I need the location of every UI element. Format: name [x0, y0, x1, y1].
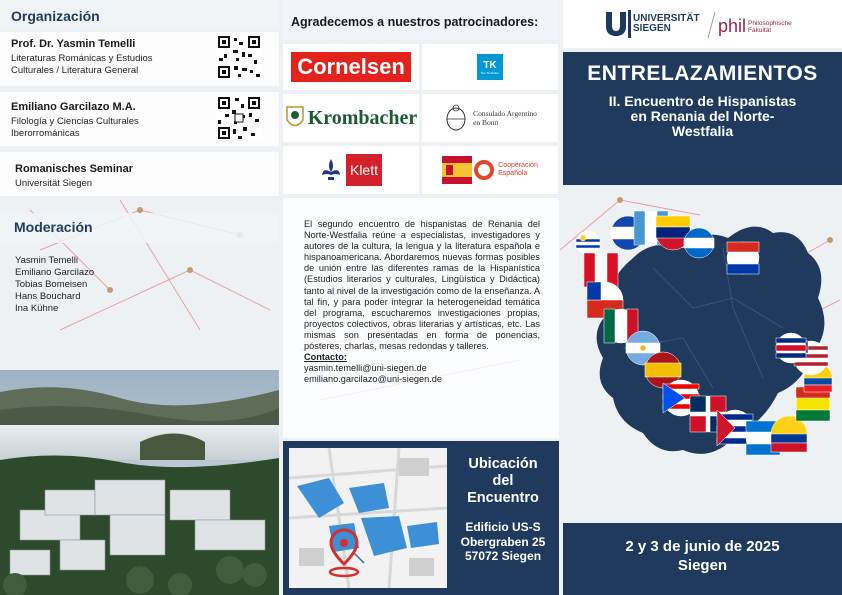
tk-logo [477, 54, 503, 80]
moderator-name: Hans Bouchard [15, 291, 81, 302]
faculty-name-line-1: Philosophische [748, 20, 792, 27]
cooperacion-line-2: Española [498, 170, 528, 177]
spain-government-flag-icon [442, 156, 494, 184]
flag-colombia-icon [771, 416, 807, 452]
moderator-name: Emiliano Garcilazo [15, 267, 95, 278]
contact-email-1[interactable]: yasmin.temelli@uni-siegen.de [304, 363, 427, 374]
person-role-2: Filología y Ciencias Culturales Iberorrománicas [11, 116, 139, 139]
cornelsen-logo: Cornelsen [291, 52, 411, 82]
krombacher-crest-icon [285, 104, 305, 132]
consulado-line-2: en Bonn [473, 118, 499, 127]
flag-uruguay-icon [576, 231, 600, 255]
flag-costa-rica-icon [776, 333, 806, 363]
tk-logo-text: TK [483, 59, 497, 71]
university-name [633, 14, 700, 34]
tk-logo-subtext: Die Techniker [480, 70, 500, 75]
sponsor-tk[interactable] [422, 44, 558, 90]
moderator-name: Ina Kühne [15, 303, 59, 314]
sponsor-consulado-argentino[interactable] [422, 94, 558, 142]
sponsor-krombacher[interactable] [283, 94, 419, 142]
campus-map[interactable] [289, 448, 447, 588]
seminar-card [0, 152, 279, 196]
faculty-name [748, 20, 792, 34]
sponsor-klett[interactable] [283, 146, 419, 194]
moderacion-list [15, 255, 94, 315]
event-subtitle-line-1: II. Encuentro de Hispanistas [608, 93, 797, 109]
organizacion-heading: Organización [11, 8, 100, 24]
flag-nicaragua-icon [684, 228, 714, 258]
university-siegen-logo-icon [603, 10, 633, 38]
moderator-name: Tobias Bomeisen [15, 279, 88, 290]
seminar-name: Romanisches Seminar [15, 163, 133, 175]
argentina-coat-of-arms-icon [443, 103, 469, 133]
location-title-line-2: del [492, 473, 514, 489]
location-title-line-3: Encuentro [467, 490, 539, 506]
person-name-2: Emiliano Garcilazo M.A. [11, 101, 136, 113]
address-street: Obergraben 25 [460, 534, 546, 549]
campus-photo [0, 370, 279, 595]
krombacher-logo: Krombacher [307, 106, 418, 129]
sponsors-heading: Agradecemos a nuestros patrocinadores: [291, 15, 539, 29]
cooperacion-line-1: Cooperación [498, 162, 538, 169]
phil-logo: phil [718, 16, 747, 36]
flag-paraguay-icon [727, 242, 759, 274]
nrw-map-with-flags [563, 188, 842, 522]
seminar-place: Universität Siegen [15, 178, 93, 189]
university-name-line-1: UNIVERSITÄT [633, 13, 700, 24]
moderacion-heading: Moderación [14, 219, 93, 235]
person-role-1: Literaturas Románicas y Estudios Culturales / Literatura General [11, 53, 153, 76]
moderator-name: Yasmin Temelli [15, 255, 79, 266]
location-address [450, 520, 556, 564]
contact-label: Contacto: [304, 352, 347, 363]
qr-code-icon[interactable] [216, 95, 262, 141]
location-title [453, 456, 553, 507]
event-subtitle-line-3: Westfalia [671, 123, 734, 139]
event-subtitle [563, 94, 842, 139]
person-card-2 [0, 92, 279, 146]
sponsor-cooperacion-espanola[interactable] [422, 146, 558, 194]
qr-code-icon[interactable] [216, 34, 262, 80]
event-description [304, 219, 540, 385]
contact-email-2[interactable]: emiliano.garcilazo@uni-siegen.de [304, 374, 443, 385]
consulado-line-1: Consulado Argentino [473, 109, 537, 118]
person-name-1: Prof. Dr. Yasmin Temelli [11, 38, 136, 50]
klett-lily-icon [320, 157, 342, 183]
university-name-line-2: SIEGEN [633, 23, 671, 34]
address-city: 57072 Siegen [464, 549, 542, 563]
event-subtitle-line-2: en Renania del Norte- [630, 108, 775, 124]
address-building: Edificio US-S [465, 520, 541, 534]
faculty-name-line-2: Fakultät [748, 27, 772, 34]
event-title: ENTRELAZAMIENTOS [587, 62, 818, 85]
event-date: 2 y 3 de junio de 2025 [625, 538, 780, 555]
description-text: El segundo encuentro de hispanistas de Renania del Norte-Westfalia reúne a especialistas, investigadores y autores de la cultura, la lengua y la literatura española e hispanoamericana. Abordaremos nuevas formas posibles de unión entre las diferentes ramas de la Hispanística (Estudios literarios y culturales, Lingüística y Didáctica) tanto al nivel de la investigación como de la enseñanza. A tal fin, y para poder integrar la heterogeneidad temática del programa, escucharemos investigaciones propias, proyectos colectivos, obras literarias y artísticas, etc. Las mismas son presentadas en forma de ponencias, pósteres, charlas, mesas redondas y talleres. [304, 219, 540, 352]
sponsor-cornelsen[interactable] [283, 44, 419, 90]
event-place: Siegen [677, 557, 728, 574]
person-card-1 [0, 32, 279, 86]
location-title-line-1: Ubicación [468, 456, 538, 472]
klett-logo: Klett [346, 154, 382, 186]
